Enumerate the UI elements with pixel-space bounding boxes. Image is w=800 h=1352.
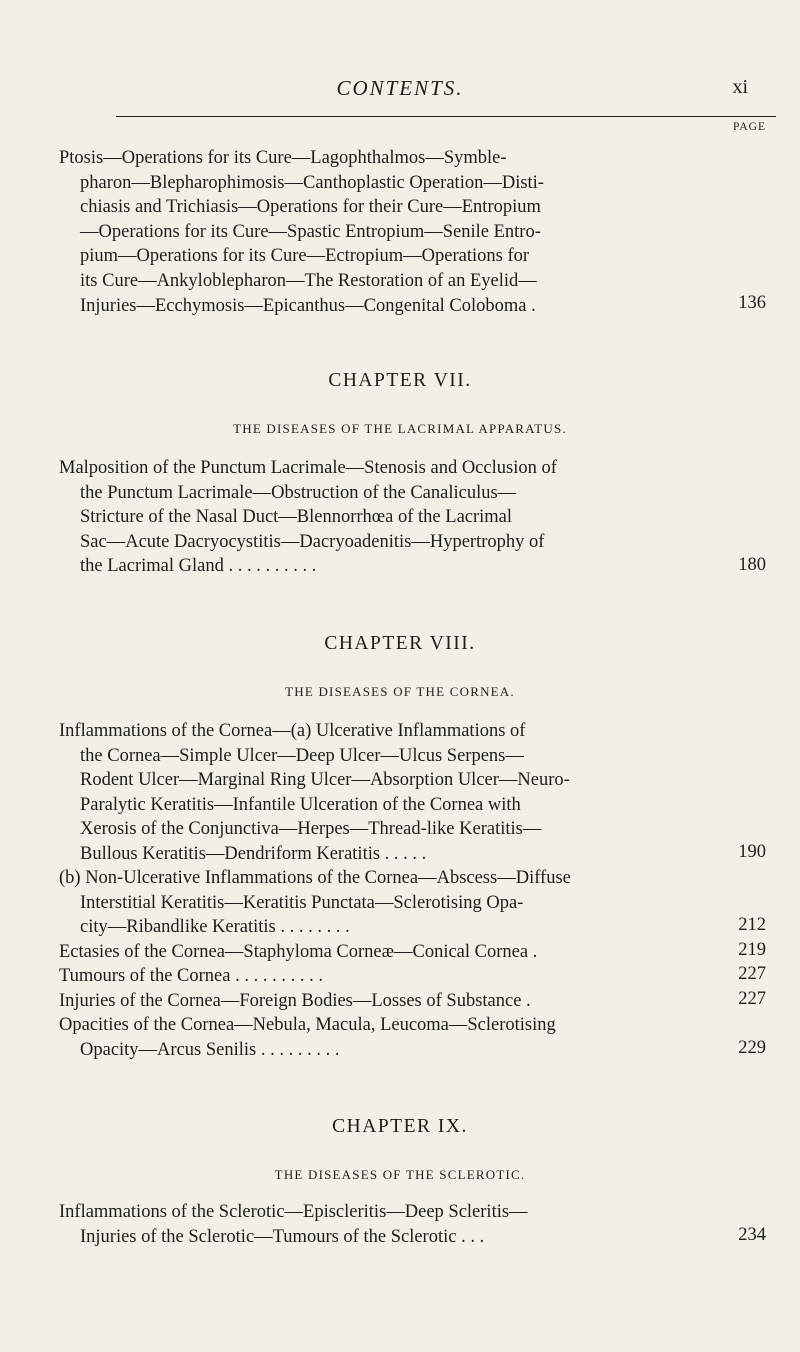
toc-entry-sclerotic (59, 1200, 715, 1249)
toc-entry-line: the Cornea—Simple Ulcer—Deep Ulcer—Ulcus Serpens— (80, 745, 524, 766)
toc-entry-line: city—Ribandlike Keratitis . . . . . . . . (80, 917, 350, 938)
toc-entry-line: (b) Non-Ulcerative Inflammations of the Cornea—Abscess—Diffuse (59, 868, 571, 888)
toc-entry-line: Injuries—Ecchymosis—Epicanthus—Congenital Coloboma . (80, 295, 536, 316)
toc-entry-line: Bullous Keratitis—Dendriform Keratitis . . . . . (80, 843, 427, 864)
toc-entry-line: Interstitial Keratitis—Keratitis Punctata—Sclerotising Opa- (80, 892, 524, 913)
toc-entry-cornea-opacities (59, 1013, 715, 1062)
toc-page-number: 227 (738, 964, 766, 984)
toc-entry-line: chiasis and Trichiasis—Operations for their Cure—Entropium (80, 197, 541, 218)
toc-entry-lacrimal (59, 456, 715, 579)
toc-entry-line: Opacities of the Cornea—Nebula, Macula, Leucoma—Sclerotising (59, 1015, 556, 1035)
toc-entry-line: Malposition of the Punctum Lacrimale—Stenosis and Occlusion of (59, 458, 557, 478)
toc-entry-line: the Lacrimal Gland . . . . . . . . . . (80, 556, 317, 577)
toc-entry-line: Injuries of the Cornea—Foreign Bodies—Losses of Substance . (59, 991, 531, 1011)
toc-entry-ptosis (59, 146, 715, 318)
toc-entry-line: Ectasies of the Cornea—Staphyloma Corneæ—Conical Cornea . (59, 942, 538, 962)
toc-entry-line: Inflammations of the Cornea—(a) Ulcerative Inflammations of (59, 721, 526, 741)
toc-page-number: 136 (738, 293, 766, 313)
page-column-label: PAGE (733, 121, 766, 133)
toc-page-number: 219 (738, 940, 766, 960)
toc-entry-line: its Cure—Ankyloblepharon—The Restoration of an Eyelid— (80, 270, 537, 291)
chapter-heading: CHAPTER VII. (328, 370, 472, 391)
toc-page-number: 229 (738, 1038, 766, 1058)
toc-entry-cornea-ectasies (59, 940, 715, 965)
folio-page-number: xi (732, 76, 748, 98)
toc-page-number: 227 (738, 989, 766, 1009)
toc-entry-line: Ptosis—Operations for its Cure—Lagophthalmos—Symble- (59, 148, 507, 168)
header-rule (116, 116, 776, 117)
toc-page-number: 190 (738, 842, 766, 862)
toc-entry-cornea-injuries (59, 989, 715, 1014)
toc-entry-line: Tumours of the Cornea . . . . . . . . . . (59, 966, 323, 986)
running-title: CONTENTS. (336, 76, 464, 100)
toc-entry-line: Stricture of the Nasal Duct—Blennorrhœa of the Lacrimal (80, 507, 513, 528)
toc-entry-line: Opacity—Arcus Senilis . . . . . . . . . (80, 1039, 340, 1060)
toc-entry-line: the Punctum Lacrimale—Obstruction of the Canaliculus— (80, 482, 517, 503)
toc-entry-cornea-ulcerative (59, 719, 715, 867)
toc-entry-line: —Operations for its Cure—Spastic Entropium—Senile Entro- (80, 221, 541, 242)
toc-page-number: 234 (738, 1225, 766, 1245)
toc-entry-line: pium—Operations for its Cure—Ectropium—Operations for (80, 246, 530, 267)
toc-entry-line: Injuries of the Sclerotic—Tumours of the Sclerotic . . . (80, 1226, 485, 1247)
toc-page-number: 180 (738, 555, 766, 575)
chapter-heading: CHAPTER VIII. (324, 633, 476, 654)
toc-entry-cornea-tumours (59, 964, 715, 989)
toc-entry-cornea-non-ulcerative (59, 866, 715, 940)
toc-entry-line: Xerosis of the Conjunctiva—Herpes—Thread-like Keratitis— (80, 819, 542, 840)
chapter-subtitle: THE DISEASES OF THE SCLEROTIC. (274, 1167, 526, 1182)
chapter-subtitle: THE DISEASES OF THE LACRIMAL APPARATUS. (233, 421, 567, 436)
chapter-heading: CHAPTER IX. (332, 1116, 468, 1137)
toc-entry-line: Rodent Ulcer—Marginal Ring Ulcer—Absorption Ulcer—Neuro- (80, 770, 570, 791)
toc-entry-line: Paralytic Keratitis—Infantile Ulceration of the Cornea with (80, 794, 521, 815)
toc-entry-line: pharon—Blepharophimosis—Canthoplastic Operation—Disti- (80, 172, 544, 193)
chapter-subtitle: THE DISEASES OF THE CORNEA. (285, 684, 515, 699)
toc-entry-line: Sac—Acute Dacryocystitis—Dacryoadenitis—Hypertrophy of (80, 531, 545, 552)
toc-entry-line: Inflammations of the Sclerotic—Episcleritis—Deep Scleritis— (59, 1202, 528, 1222)
running-header (0, 70, 800, 110)
toc-page-number: 212 (738, 915, 766, 935)
